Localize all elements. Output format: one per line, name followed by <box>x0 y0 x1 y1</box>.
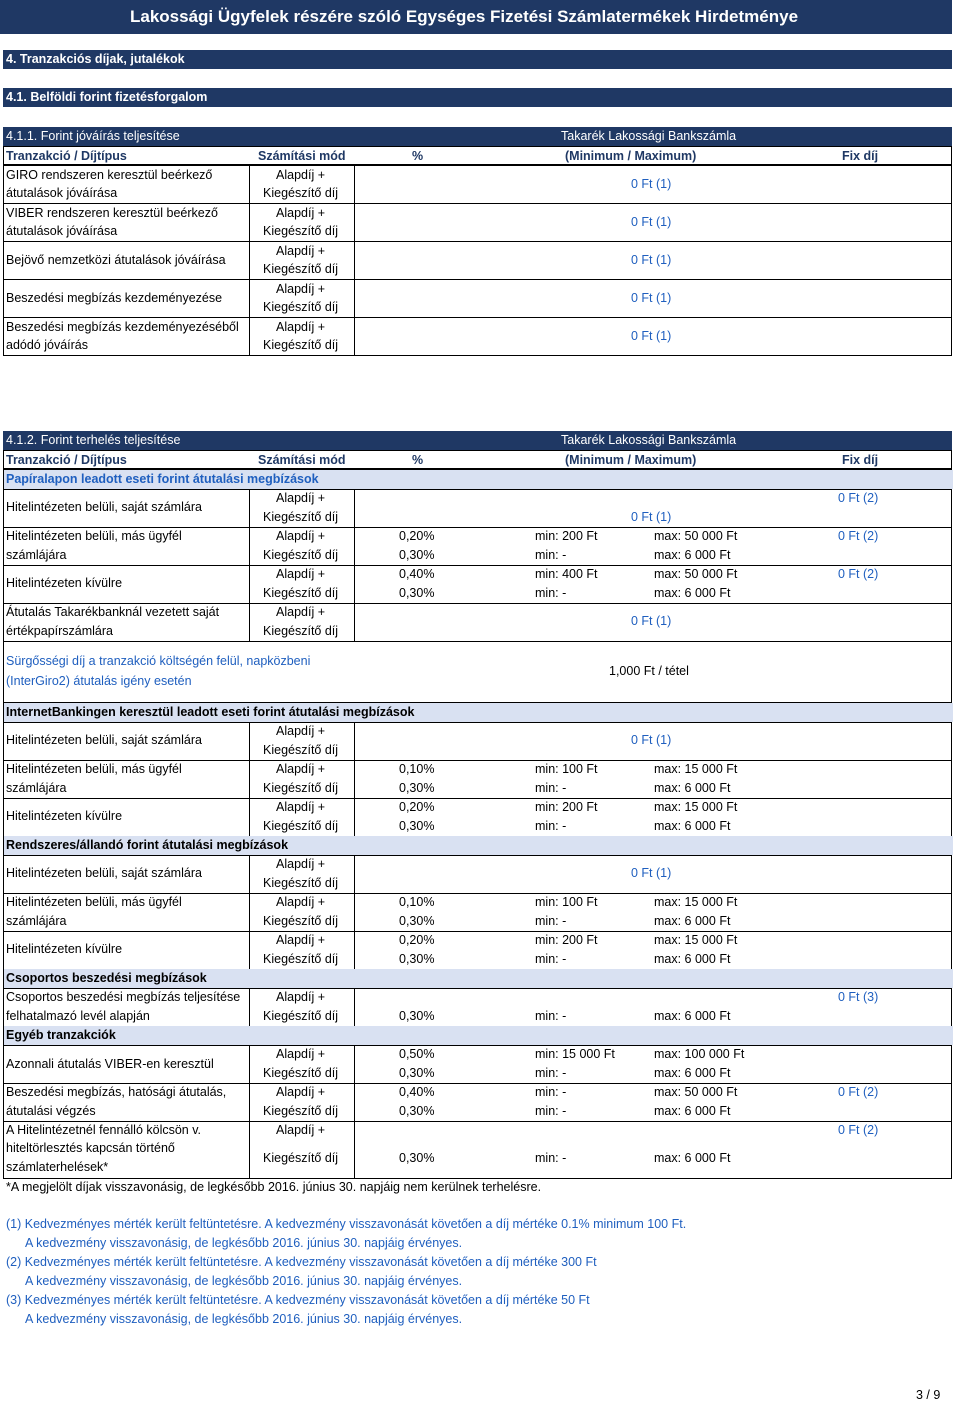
percent-value: 0,50% <box>399 1047 435 1061</box>
max-value: max: 6 000 Ft <box>654 1066 731 1080</box>
method-extra: Kiegészítő díj <box>263 300 339 314</box>
note-2-validity: A kedvezmény visszavonásig, de legkésőbb 2016. június 30. napjáig érvényes. <box>25 1274 463 1288</box>
method-base: Alapdíj + <box>276 933 325 947</box>
method-base: Alapdíj + <box>276 1123 325 1137</box>
urgent-label: Sürgősségi díj a tranzakció költségén felül, napközbeni <box>6 654 311 668</box>
max-value: max: 6 000 Ft <box>654 819 731 833</box>
group-internetbanking: InternetBankingen keresztül leadott eseti forint átutalási megbízások <box>4 703 953 722</box>
fix-fee: 0 Ft (2) <box>838 529 879 543</box>
col-method: Számítási mód <box>258 453 346 467</box>
method-base: Alapdíj + <box>276 244 325 258</box>
percent-value: 0,10% <box>399 895 435 909</box>
section-4-1-2-title: 4.1.2. Forint terhelés teljesítése <box>6 433 181 447</box>
row-label: Hitelintézeten belüli, más ügyfél <box>6 895 182 909</box>
min-value: min: 100 Ft <box>535 762 598 776</box>
method-base: Alapdíj + <box>276 895 325 909</box>
group-other: Egyéb tranzakciók <box>4 1026 953 1045</box>
row-label: adódó jóváírás <box>6 338 89 352</box>
row-label: számlájára <box>6 781 67 795</box>
method-extra: Kiegészítő díj <box>263 262 339 276</box>
percent-value: 0,40% <box>399 567 435 581</box>
max-value: max: 50 000 Ft <box>654 529 738 543</box>
product-name: Takarék Lakossági Bankszámla <box>561 129 737 143</box>
product-name: Takarék Lakossági Bankszámla <box>561 433 737 447</box>
method-extra: Kiegészítő díj <box>263 952 339 966</box>
row-label: számlájára <box>6 548 67 562</box>
row-label: Hitelintézeten belüli, más ügyfél <box>6 762 182 776</box>
method-extra: Kiegészítő díj <box>263 510 339 524</box>
row-label: átutalási végzés <box>6 1104 96 1118</box>
min-value: min: - <box>535 1085 567 1099</box>
row-label: Beszedési megbízás kezdeményezése <box>6 291 223 305</box>
max-value: max: 6 000 Ft <box>654 914 731 928</box>
col-type: Tranzakció / Díjtípus <box>6 453 127 467</box>
method-extra: Kiegészítő díj <box>263 914 339 928</box>
row-label: Hitelintézeten belüli, saját számlára <box>6 866 202 880</box>
note-2: (2) Kedvezményes mérték került feltüntetésre. A kedvezmény visszavonását követően a díj mértéke 300 Ft <box>6 1255 597 1269</box>
row-label: Bejövő nemzetközi átutalások jóváírása <box>6 253 226 267</box>
fee-value: 0 Ft (1) <box>631 215 672 229</box>
col-minmax: (Minimum / Maximum) <box>565 149 697 163</box>
group-collective: Csoportos beszedési megbízások <box>4 969 953 988</box>
note-3-validity: A kedvezmény visszavonásig, de legkésőbb 2016. június 30. napjáig érvényes. <box>25 1312 463 1326</box>
method-extra: Kiegészítő díj <box>263 224 339 238</box>
method-extra: Kiegészítő díj <box>263 1009 339 1023</box>
method-base: Alapdíj + <box>276 605 325 619</box>
min-value: min: 100 Ft <box>535 895 598 909</box>
max-value: max: 15 000 Ft <box>654 762 738 776</box>
col-type: Tranzakció / Díjtípus <box>6 149 127 163</box>
min-value: min: - <box>535 914 567 928</box>
document-title: Lakossági Ügyfelek részére szóló Egységes Fizetési Számlatermékek Hirdetménye <box>130 7 799 26</box>
row-label: Beszedési megbízás, hatósági átutalás, <box>6 1085 227 1099</box>
percent-value: 0,10% <box>399 762 435 776</box>
row-label: Hitelintézeten kívülre <box>6 576 123 590</box>
col-fix: Fix díj <box>842 149 879 163</box>
note-1-validity: A kedvezmény visszavonásig, de legkésőbb 2016. június 30. napjáig érvényes. <box>25 1236 463 1250</box>
fee-value: 0 Ft (1) <box>631 253 672 267</box>
fee-value: 0 Ft (1) <box>631 510 672 524</box>
min-value: min: - <box>535 1066 567 1080</box>
method-base: Alapdíj + <box>276 724 325 738</box>
percent-value: 0,20% <box>399 800 435 814</box>
max-value: max: 6 000 Ft <box>654 1104 731 1118</box>
percent-value: 0,30% <box>399 952 435 966</box>
group-regular: Rendszeres/állandó forint átutalási megbízások <box>4 836 953 855</box>
percent-value: 0,30% <box>399 1151 435 1165</box>
method-base: Alapdíj + <box>276 529 325 543</box>
col-method: Számítási mód <box>258 149 346 163</box>
method-extra: Kiegészítő díj <box>263 743 339 757</box>
max-value: max: 15 000 Ft <box>654 800 738 814</box>
row-label: számlájára <box>6 914 67 928</box>
row-label: számlaterhelések* <box>6 1160 109 1174</box>
fee-value: 0 Ft (1) <box>631 291 672 305</box>
percent-value: 0,30% <box>399 781 435 795</box>
percent-value: 0,20% <box>399 933 435 947</box>
percent-value: 0,20% <box>399 529 435 543</box>
min-value: min: - <box>535 781 567 795</box>
method-base: Alapdíj + <box>276 1047 325 1061</box>
percent-value: 0,30% <box>399 1104 435 1118</box>
method-base: Alapdíj + <box>276 1085 325 1099</box>
method-extra: Kiegészítő díj <box>263 186 339 200</box>
percent-value: 0,30% <box>399 819 435 833</box>
fee-value: 0 Ft (1) <box>631 733 672 747</box>
urgent-fee: 1,000 Ft / tétel <box>609 664 689 678</box>
fix-fee: 0 Ft (3) <box>838 990 879 1004</box>
row-label: értékpapírszámlára <box>6 624 113 638</box>
fee-value: 0 Ft (1) <box>631 614 672 628</box>
percent-value: 0,30% <box>399 1009 435 1023</box>
max-value: max: 100 000 Ft <box>654 1047 745 1061</box>
group-paper: Papíralapon leadott eseti forint átutalási megbízások <box>4 470 953 489</box>
row-label: VIBER rendszeren keresztül beérkező <box>6 206 218 220</box>
row-label: Hitelintézeten belüli, más ügyfél <box>6 529 182 543</box>
row-label: átutalások jóváírása <box>6 186 118 200</box>
min-value: min: 400 Ft <box>535 567 598 581</box>
method-extra: Kiegészítő díj <box>263 1066 339 1080</box>
col-percent: % <box>412 453 424 467</box>
method-extra: Kiegészítő díj <box>263 1104 339 1118</box>
max-value: max: 6 000 Ft <box>654 952 731 966</box>
max-value: max: 15 000 Ft <box>654 895 738 909</box>
section-4-1-2-bar <box>3 431 952 450</box>
max-value: max: 6 000 Ft <box>654 781 731 795</box>
section-4-1-1-bar <box>3 127 952 146</box>
method-extra: Kiegészítő díj <box>263 624 339 638</box>
table-4-1-2 <box>3 469 952 1179</box>
row-label: GIRO rendszeren keresztül beérkező <box>6 168 213 182</box>
min-value: min: - <box>535 586 567 600</box>
row-label: Hitelintézeten kívülre <box>6 809 123 823</box>
col-percent: % <box>412 149 424 163</box>
max-value: max: 6 000 Ft <box>654 548 731 562</box>
method-base: Alapdíj + <box>276 282 325 296</box>
fix-fee: 0 Ft (2) <box>838 1123 879 1137</box>
max-value: max: 6 000 Ft <box>654 1009 731 1023</box>
row-label: Hitelintézeten belüli, saját számlára <box>6 500 202 514</box>
urgent-label: (InterGiro2) átutalás igény esetén <box>6 674 192 688</box>
min-value: min: - <box>535 548 567 562</box>
fee-value: 0 Ft (1) <box>631 329 672 343</box>
fix-fee: 0 Ft (2) <box>838 567 879 581</box>
percent-value: 0,40% <box>399 1085 435 1099</box>
column-header-row <box>3 450 952 469</box>
method-base: Alapdíj + <box>276 762 325 776</box>
percent-value: 0,30% <box>399 1066 435 1080</box>
method-extra: Kiegészítő díj <box>263 876 339 890</box>
fix-fee: 0 Ft (2) <box>838 1085 879 1099</box>
method-base: Alapdíj + <box>276 168 325 182</box>
row-label: A Hitelintézetnél fennálló kölcsön v. <box>6 1123 202 1137</box>
row-label: átutalások jóváírása <box>6 224 118 238</box>
method-base: Alapdíj + <box>276 990 325 1004</box>
min-value: min: - <box>535 1151 567 1165</box>
min-value: min: - <box>535 952 567 966</box>
col-minmax: (Minimum / Maximum) <box>565 453 697 467</box>
max-value: max: 6 000 Ft <box>654 586 731 600</box>
method-extra: Kiegészítő díj <box>263 1151 339 1165</box>
document-header <box>0 0 952 34</box>
percent-value: 0,30% <box>399 586 435 600</box>
row-label: Hitelintézeten belüli, saját számlára <box>6 733 202 747</box>
section-4-1-1-title: 4.1.1. Forint jóváírás teljesítése <box>6 129 180 143</box>
page-number: 3 / 9 <box>916 1388 941 1402</box>
section-4-1-title: 4.1. Belföldi forint fizetésforgalom <box>3 88 952 107</box>
row-label: Hitelintézeten kívülre <box>6 942 123 956</box>
min-value: min: 200 Ft <box>535 933 598 947</box>
min-value: min: 15 000 Ft <box>535 1047 615 1061</box>
max-value: max: 50 000 Ft <box>654 567 738 581</box>
method-base: Alapdíj + <box>276 206 325 220</box>
section-4-title: 4. Tranzakciós díjak, jutalékok <box>3 50 952 69</box>
method-base: Alapdíj + <box>276 491 325 505</box>
method-base: Alapdíj + <box>276 567 325 581</box>
min-value: min: 200 Ft <box>535 529 598 543</box>
row-label: Azonnali átutalás VIBER-en keresztül <box>6 1057 214 1071</box>
method-base: Alapdíj + <box>276 857 325 871</box>
method-base: Alapdíj + <box>276 800 325 814</box>
min-value: min: 200 Ft <box>535 800 598 814</box>
column-header-row <box>3 146 952 165</box>
percent-value: 0,30% <box>399 548 435 562</box>
min-value: min: - <box>535 1104 567 1118</box>
row-label: Beszedési megbízás kezdeményezéséből <box>6 320 239 334</box>
row-label: felhatalmazó levél alapján <box>6 1009 150 1023</box>
min-value: min: - <box>535 1009 567 1023</box>
max-value: max: 15 000 Ft <box>654 933 738 947</box>
row-label: hiteltörlesztés kapcsán történő <box>6 1141 175 1155</box>
percent-value: 0,30% <box>399 914 435 928</box>
row-label: Átutalás Takarékbanknál vezetett saját <box>6 605 220 619</box>
row-label: Csoportos beszedési megbízás teljesítése <box>6 990 241 1004</box>
method-extra: Kiegészítő díj <box>263 548 339 562</box>
max-value: max: 6 000 Ft <box>654 1151 731 1165</box>
fix-fee: 0 Ft (2) <box>838 491 879 505</box>
method-extra: Kiegészítő díj <box>263 586 339 600</box>
note-1: (1) Kedvezményes mérték került feltüntetésre. A kedvezmény visszavonását követően a díj mértéke 0.1% minimum 100 Ft. <box>6 1217 687 1231</box>
max-value: max: 50 000 Ft <box>654 1085 738 1099</box>
min-value: min: - <box>535 819 567 833</box>
table-4-1-1 <box>3 165 952 356</box>
method-base: Alapdíj + <box>276 320 325 334</box>
note-3: (3) Kedvezményes mérték került feltüntetésre. A kedvezmény visszavonását követően a díj mértéke 50 Ft <box>6 1293 590 1307</box>
fee-value: 0 Ft (1) <box>631 866 672 880</box>
footnote-star: *A megjelölt díjak visszavonásig, de legkésőbb 2016. június 30. napjáig nem kerülnek terhelésre. <box>6 1180 542 1194</box>
method-extra: Kiegészítő díj <box>263 781 339 795</box>
method-extra: Kiegészítő díj <box>263 819 339 833</box>
col-fix: Fix díj <box>842 453 879 467</box>
method-extra: Kiegészítő díj <box>263 338 339 352</box>
fee-value: 0 Ft (1) <box>631 177 672 191</box>
